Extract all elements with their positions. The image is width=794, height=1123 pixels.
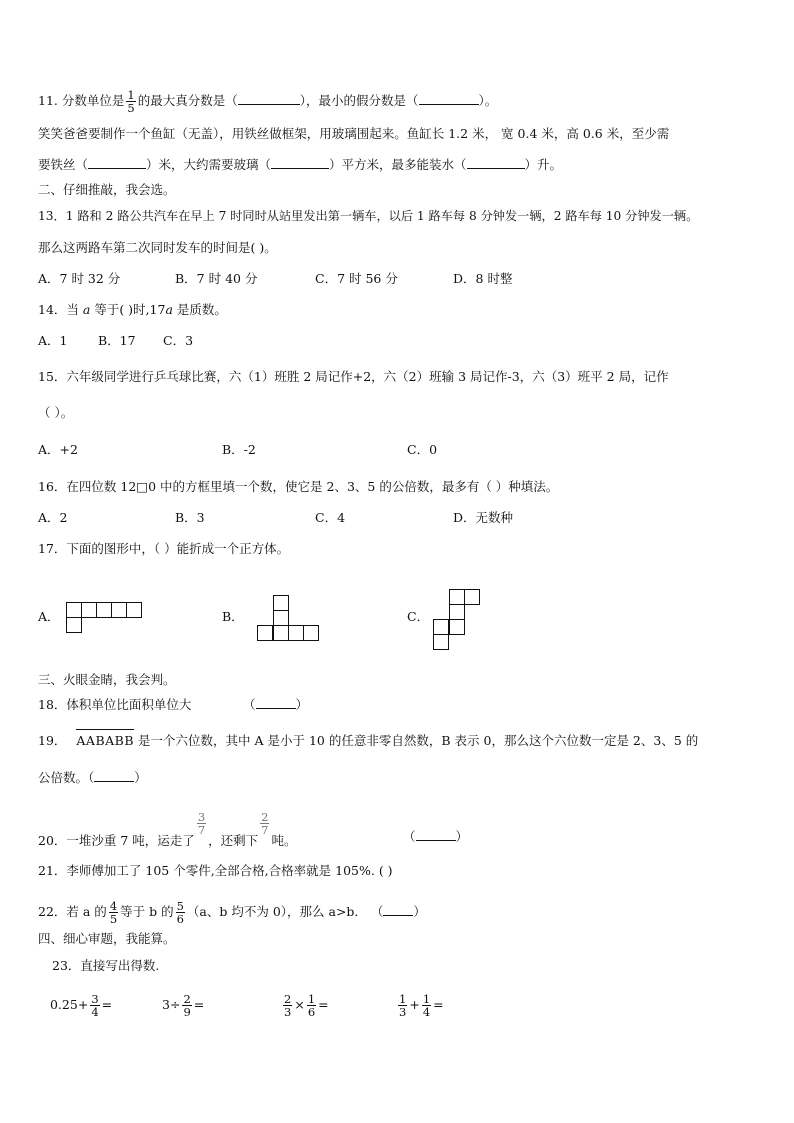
q14-text-post: 是质数。 (172, 302, 227, 317)
question-14 (38, 302, 227, 318)
q11-text-3: ），最小的假分数是（ (299, 93, 419, 108)
question-13-line-2: 那么这两路车第二次同时发车的时间是( )。 (38, 240, 277, 255)
q18-answer[interactable] (243, 697, 308, 713)
q22-text-4: ） (413, 904, 426, 919)
q23-expression-3 (281, 993, 329, 1018)
section-4-heading: 四、细心审题，我能算。 (38, 931, 176, 946)
q23-e4-fraction-2 (422, 993, 431, 1018)
q22-text-2: 等于 b 的 (120, 904, 174, 919)
q20-answer-blank[interactable] (416, 829, 456, 841)
q15-option-b[interactable]: B．-2 (222, 442, 256, 457)
q11-text-4: ）。 (478, 93, 498, 108)
q23-e4-denominator-2: 4 (422, 1005, 431, 1019)
q22-answer-blank[interactable] (383, 904, 413, 916)
q23-e2-numerator: 2 (183, 992, 191, 1006)
q11-fraction-denominator: 5 (127, 101, 135, 115)
q23-expression-4 (396, 993, 444, 1018)
q20-text-2: ，还剩下 (208, 833, 259, 848)
question-16: 16．在四位数 12□0 中的方框里填一个数，使它是 2、3、5 的公倍数，最多有（ ）种填法。 (38, 479, 559, 494)
q12-text-b: ）米，大约需要玻璃（ (146, 157, 272, 172)
q17-net-b[interactable] (257, 595, 321, 643)
q23-e3-fraction-1 (283, 993, 292, 1018)
q19-paren-right: ） (134, 770, 147, 785)
q20-fraction-2-numerator: 2 (261, 810, 269, 824)
q18-answer-blank[interactable] (256, 697, 296, 709)
q23-e4-denominator-1: 3 (399, 1005, 407, 1019)
q22-fraction-1-numerator: 4 (109, 899, 118, 913)
q17-option-b-label[interactable]: B． (222, 609, 244, 624)
q16-option-a[interactable]: A．2 (38, 510, 68, 525)
q23-e1-equals: = (101, 997, 113, 1012)
q13-option-d[interactable]: D．8 时整 (453, 271, 513, 286)
q20-text-3: 吨。 (271, 833, 297, 848)
q22-fraction-1-denominator: 5 (109, 912, 118, 926)
q14-text-pre: 14．当 (38, 302, 83, 317)
q23-e3-numerator-1: 2 (284, 992, 292, 1006)
question-18: 18．体积单位比面积单位大 (38, 697, 192, 712)
q12-text-a: 要铁丝（ (38, 157, 89, 172)
q16-option-b[interactable]: B．3 (175, 510, 205, 525)
q22-fraction-2-denominator: 6 (176, 912, 184, 926)
q20-fraction-2-denominator: 7 (261, 823, 269, 837)
q14-variable-a: a (82, 302, 91, 317)
q20-text-1: 20．一堆沙重 7 吨，运走了 (38, 833, 195, 848)
q17-option-c-label[interactable]: C． (407, 609, 430, 624)
question-11 (38, 89, 497, 114)
q23-e3-equals: = (318, 997, 329, 1012)
q20-fraction-2 (260, 811, 269, 836)
q13-option-b[interactable]: B．7 时 40 分 (175, 271, 258, 286)
q23-e3-fraction-2 (307, 993, 316, 1018)
section-2-heading: 二、仔细推敲，我会选。 (38, 182, 176, 197)
q23-expression-1 (50, 993, 112, 1018)
q23-expression-2 (162, 993, 204, 1018)
question-19-line-2 (38, 770, 147, 786)
q11-text-1: 分数单位是 (61, 93, 125, 108)
q17-net-a[interactable] (66, 602, 146, 634)
q23-e2-fraction (182, 993, 191, 1018)
q20-paren-right: ） (455, 829, 469, 844)
q22-text-1: 22．若 a 的 (38, 904, 107, 919)
q18-paren-left: （ (243, 697, 256, 712)
q19-six-digit-number: AABABB (76, 729, 134, 748)
q12-answer-blank-2[interactable] (271, 157, 329, 169)
question-12-line-1: 笑笑爸爸要制作一个鱼缸（无盖），用铁丝做框架，用玻璃围起来。鱼缸长 1.2 米， 宽 0.4 米，高 0.6 米，至少需 (38, 126, 670, 141)
q12-text-d: ）升。 (524, 157, 563, 172)
question-19 (38, 733, 698, 749)
q23-e2-denominator: 9 (183, 1005, 191, 1019)
q11-answer-blank-2[interactable] (419, 93, 479, 105)
q11-answer-blank-1[interactable] (238, 93, 300, 105)
q23-e3-denominator-1: 3 (284, 1005, 292, 1019)
q19-answer-blank[interactable] (94, 770, 134, 782)
q15-option-a[interactable]: A．+2 (38, 442, 78, 457)
q23-e1-fraction (90, 993, 99, 1018)
q23-e1-prefix: 0.25+ (50, 997, 89, 1012)
q23-e4-fraction-1 (398, 993, 407, 1018)
q17-net-c[interactable] (433, 589, 483, 653)
q22-fraction-2-numerator: 5 (176, 899, 184, 913)
question-23: 23．直接写出得数. (52, 958, 160, 973)
q14-option-c[interactable]: C．3 (163, 333, 194, 348)
q23-e1-numerator: 3 (91, 992, 99, 1006)
q23-e1-denominator: 4 (91, 1005, 99, 1019)
q20-fraction-1 (197, 811, 206, 836)
q22-fraction-2 (176, 900, 185, 925)
q17-option-a-label[interactable]: A． (38, 609, 60, 624)
question-20 (38, 810, 297, 854)
q11-number: 11. (38, 93, 58, 108)
q14-text-mid: 等于( )时,17 (90, 302, 166, 317)
q13-option-a[interactable]: A．7 时 32 分 (38, 271, 121, 286)
question-17: 17．下面的图形中，（ ）能折成一个正方体。 (38, 541, 290, 556)
q16-option-c[interactable]: C．4 (315, 510, 346, 525)
q23-e3-operator: × (294, 997, 305, 1012)
q20-answer[interactable] (403, 829, 468, 845)
question-12-line-2 (38, 157, 562, 173)
q19-number: 19． (38, 733, 67, 748)
q16-option-d[interactable]: D．无数种 (453, 510, 514, 525)
q11-fraction-numerator: 1 (127, 88, 135, 102)
q14-option-b[interactable]: B．17 (98, 333, 136, 348)
q23-e3-denominator-2: 6 (307, 1005, 316, 1019)
q19-text: 是一个六位数，其中 A 是小于 10 的任意非零自然数，B 表示 0，那么这个六位数一定是 2、3、5 的 (138, 733, 699, 748)
q20-paren-left: （ (403, 829, 416, 844)
q19-text-2: 公倍数。（ (38, 770, 95, 785)
q23-e2-prefix: 3÷ (162, 997, 181, 1012)
q14-variable-a-2: a (165, 302, 173, 317)
question-15-line-2: （ ）。 (38, 405, 74, 420)
q13-option-c[interactable]: C．7 时 56 分 (315, 271, 398, 286)
q23-e4-numerator-2: 1 (422, 992, 431, 1006)
q23-e4-operator: + (409, 997, 420, 1012)
q23-e4-numerator-1: 1 (399, 992, 407, 1006)
q20-fraction-1-denominator: 7 (197, 823, 206, 837)
question-15-line-1: 15．六年级同学进行乒乓球比赛，六（1）班胜 2 局记作+2，六（2）班输 3 局记作-3，六（3）班平 2 局，记作 (38, 369, 669, 384)
q23-e4-equals: = (433, 997, 444, 1012)
q14-option-a[interactable]: A．1 (38, 333, 68, 348)
q18-paren-right: ） (295, 697, 309, 712)
q11-text-2: 的最大真分数是（ (137, 93, 238, 108)
question-13-line-1: 13．1 路和 2 路公共汽车在早上 7 时同时从站里发出第一辆车，以后 1 路车每 8 分钟发一辆，2 路车每 10 分钟发一辆。 (38, 209, 699, 223)
question-21: 21．李师傅加工了 105 个零件,全部合格,合格率就是 105%. ( ) (38, 863, 393, 878)
q11-fraction (126, 89, 135, 114)
q12-answer-blank-3[interactable] (467, 157, 525, 169)
question-22 (38, 900, 426, 925)
q20-fraction-1-numerator: 3 (197, 810, 206, 824)
q22-fraction-1 (109, 900, 118, 925)
q12-text-c: ）平方米，最多能装水（ (329, 157, 467, 172)
q23-e3-numerator-2: 1 (307, 992, 316, 1006)
section-3-heading: 三、火眼金睛，我会判。 (38, 672, 176, 687)
q12-answer-blank-1[interactable] (88, 157, 146, 169)
q22-text-3: （a、b 均不为 0），那么 a>b． （ (186, 904, 384, 919)
q23-e2-equals: = (193, 997, 205, 1012)
q15-option-c[interactable]: C．0 (407, 442, 438, 457)
